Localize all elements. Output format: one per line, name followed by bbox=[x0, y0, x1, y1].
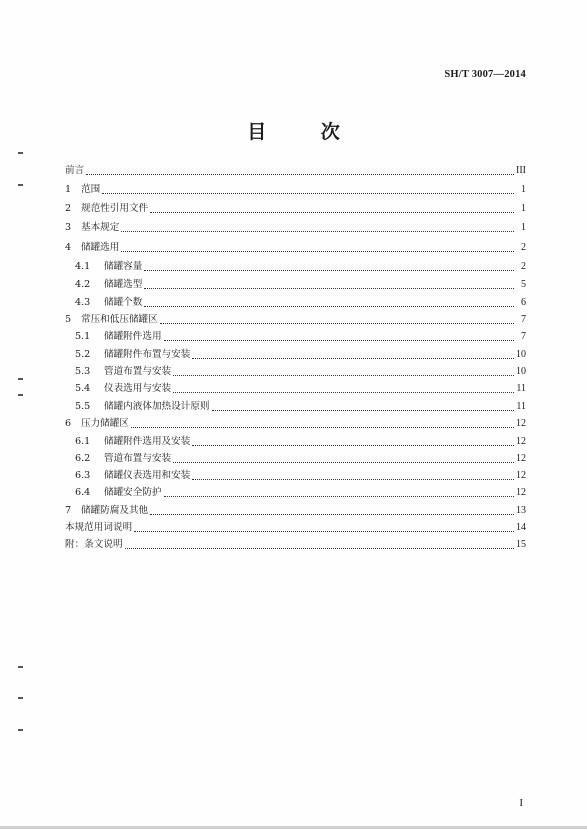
toc-entry-number: 5.5 bbox=[75, 401, 91, 412]
toc-entry-number: 5.4 bbox=[75, 383, 91, 394]
toc-entry-title: 前言 bbox=[65, 165, 85, 176]
dot-leader bbox=[192, 358, 514, 359]
toc-entry-page: 5 bbox=[521, 279, 526, 290]
toc-entry[interactable] bbox=[65, 365, 526, 379]
toc-entry[interactable] bbox=[65, 504, 526, 518]
dot-leader bbox=[150, 514, 514, 515]
toc-entry-number: 6.2 bbox=[75, 453, 91, 464]
toc-entry[interactable] bbox=[65, 296, 526, 310]
dot-leader bbox=[134, 531, 514, 532]
toc-entry-number: 3 bbox=[65, 222, 72, 233]
dot-leader bbox=[131, 427, 514, 428]
toc-entry-page: 15 bbox=[516, 539, 526, 550]
toc-entry-page: 12 bbox=[516, 470, 526, 481]
toc-entry[interactable] bbox=[65, 221, 526, 235]
toc-entry-title: 储罐附件选用及安装 bbox=[104, 436, 191, 447]
toc-entry[interactable] bbox=[65, 486, 526, 500]
toc-entry-number: 4.2 bbox=[75, 279, 91, 290]
toc-entry[interactable] bbox=[65, 400, 526, 414]
dot-leader bbox=[173, 462, 514, 463]
toc-entry-page: 7 bbox=[521, 331, 526, 342]
toc-entry-number: 6 bbox=[65, 418, 72, 429]
toc-entry-title: 储罐选型 bbox=[104, 279, 143, 290]
dot-leader bbox=[121, 231, 514, 232]
dot-leader bbox=[86, 174, 514, 175]
dot-leader bbox=[150, 212, 514, 213]
toc-entry-number: 7 bbox=[65, 505, 72, 516]
toc-entry-title: 仪表选用与安装 bbox=[104, 383, 172, 394]
dot-leader bbox=[192, 445, 514, 446]
toc-entry-page: 12 bbox=[516, 436, 526, 447]
toc-entry[interactable] bbox=[65, 538, 526, 552]
toc-entry-title: 压力储罐区 bbox=[81, 418, 129, 429]
toc-entry-title: 常压和低压储罐区 bbox=[81, 314, 158, 325]
toc-entry-page: 2 bbox=[521, 261, 526, 272]
toc-entry-page: 1 bbox=[521, 222, 526, 233]
toc-entry[interactable] bbox=[65, 202, 526, 216]
page-folio: I bbox=[519, 797, 523, 809]
dot-leader bbox=[121, 251, 514, 252]
scan-mark bbox=[18, 378, 23, 380]
toc-entry-number: 5.1 bbox=[75, 331, 91, 342]
toc-entry-title: 附：条文说明 bbox=[65, 539, 123, 550]
dot-leader bbox=[192, 479, 514, 480]
toc-entry-number: 6.4 bbox=[75, 487, 91, 498]
toc-entry-title: 规范性引用文件 bbox=[81, 203, 149, 214]
toc-entry[interactable] bbox=[65, 183, 526, 197]
toc-entry-number: 1 bbox=[65, 184, 72, 195]
toc-entry-title: 储罐内液体加热设计原则 bbox=[104, 401, 210, 412]
toc-entry-page: 12 bbox=[516, 418, 526, 429]
dot-leader bbox=[164, 340, 514, 341]
toc-entry-number: 6.3 bbox=[75, 470, 91, 481]
toc-entry[interactable] bbox=[65, 452, 526, 466]
toc-entry-number: 2 bbox=[65, 203, 72, 214]
toc-entry-number: 5.3 bbox=[75, 366, 91, 377]
dot-leader bbox=[164, 496, 514, 497]
toc-entry[interactable] bbox=[65, 330, 526, 344]
standard-code: SH/T 3007—2014 bbox=[444, 69, 526, 80]
toc-entry[interactable] bbox=[65, 521, 526, 535]
toc-entry[interactable] bbox=[65, 435, 526, 449]
dot-leader bbox=[173, 375, 514, 376]
toc-entry-number: 5.2 bbox=[75, 349, 91, 360]
toc-entry-page: 11 bbox=[516, 383, 526, 394]
toc-entry-page: 2 bbox=[521, 242, 526, 253]
toc-entry-page: 6 bbox=[521, 297, 526, 308]
toc-entry-number: 4 bbox=[65, 242, 72, 253]
toc-entry-page: 12 bbox=[516, 487, 526, 498]
dot-leader bbox=[102, 193, 514, 194]
scan-mark bbox=[18, 184, 23, 186]
toc-entry-title: 储罐附件布置与安装 bbox=[104, 349, 191, 360]
toc-entry[interactable] bbox=[65, 469, 526, 483]
toc-entry-title: 管道布置与安装 bbox=[104, 453, 172, 464]
scan-mark bbox=[18, 697, 23, 699]
toc-entry-title: 储罐个数 bbox=[104, 297, 143, 308]
toc-entry[interactable] bbox=[65, 164, 526, 178]
dot-leader bbox=[173, 392, 514, 393]
dot-leader bbox=[160, 323, 514, 324]
toc-entry-title: 本规范用词说明 bbox=[65, 522, 133, 533]
toc-entry-page: 7 bbox=[521, 314, 526, 325]
scan-mark bbox=[18, 729, 23, 731]
toc-entry-page: 13 bbox=[516, 505, 526, 516]
toc-entry-title: 储罐选用 bbox=[81, 242, 120, 253]
toc-entry-page: 14 bbox=[516, 522, 526, 533]
toc-entry-title: 储罐仪表选用和安装 bbox=[104, 470, 191, 481]
scan-mark bbox=[18, 394, 23, 396]
dot-leader bbox=[144, 306, 514, 307]
scan-mark bbox=[18, 152, 23, 154]
toc-entry-page: 12 bbox=[516, 453, 526, 464]
toc-entry[interactable] bbox=[65, 260, 526, 274]
toc-entry-page: 1 bbox=[521, 203, 526, 214]
toc-entry[interactable] bbox=[65, 278, 526, 292]
toc-entry-title: 储罐容量 bbox=[104, 261, 143, 272]
toc-entry-title: 管道布置与安装 bbox=[104, 366, 172, 377]
toc-entry-title: 储罐附件选用 bbox=[104, 331, 162, 342]
toc-entry[interactable] bbox=[65, 382, 526, 396]
toc-entry-page: 11 bbox=[516, 401, 526, 412]
toc-entry-page: III bbox=[516, 165, 526, 176]
dot-leader bbox=[144, 270, 514, 271]
dot-leader bbox=[144, 288, 514, 289]
toc-entry-page: 10 bbox=[516, 366, 526, 377]
toc-entry-page: 10 bbox=[516, 349, 526, 360]
toc-entry-number: 6.1 bbox=[75, 436, 91, 447]
dot-leader bbox=[125, 548, 514, 549]
toc-entry-title: 储罐安全防护 bbox=[104, 487, 162, 498]
toc-entry[interactable] bbox=[65, 417, 526, 431]
toc-entry-page: 1 bbox=[521, 184, 526, 195]
scan-mark bbox=[18, 666, 23, 668]
toc-entry[interactable] bbox=[65, 348, 526, 362]
toc-entry-title: 范围 bbox=[81, 184, 101, 195]
toc-entry-title: 储罐防腐及其他 bbox=[81, 505, 149, 516]
toc-entry[interactable] bbox=[65, 313, 526, 327]
toc-entry-number: 4.3 bbox=[75, 297, 91, 308]
toc-entry-number: 5 bbox=[65, 314, 72, 325]
toc-entry-number: 4.1 bbox=[75, 261, 91, 272]
toc-title: 目 次 bbox=[247, 121, 364, 143]
dot-leader bbox=[212, 410, 514, 411]
toc-entry[interactable] bbox=[65, 241, 526, 255]
toc-entry-title: 基本规定 bbox=[81, 222, 120, 233]
